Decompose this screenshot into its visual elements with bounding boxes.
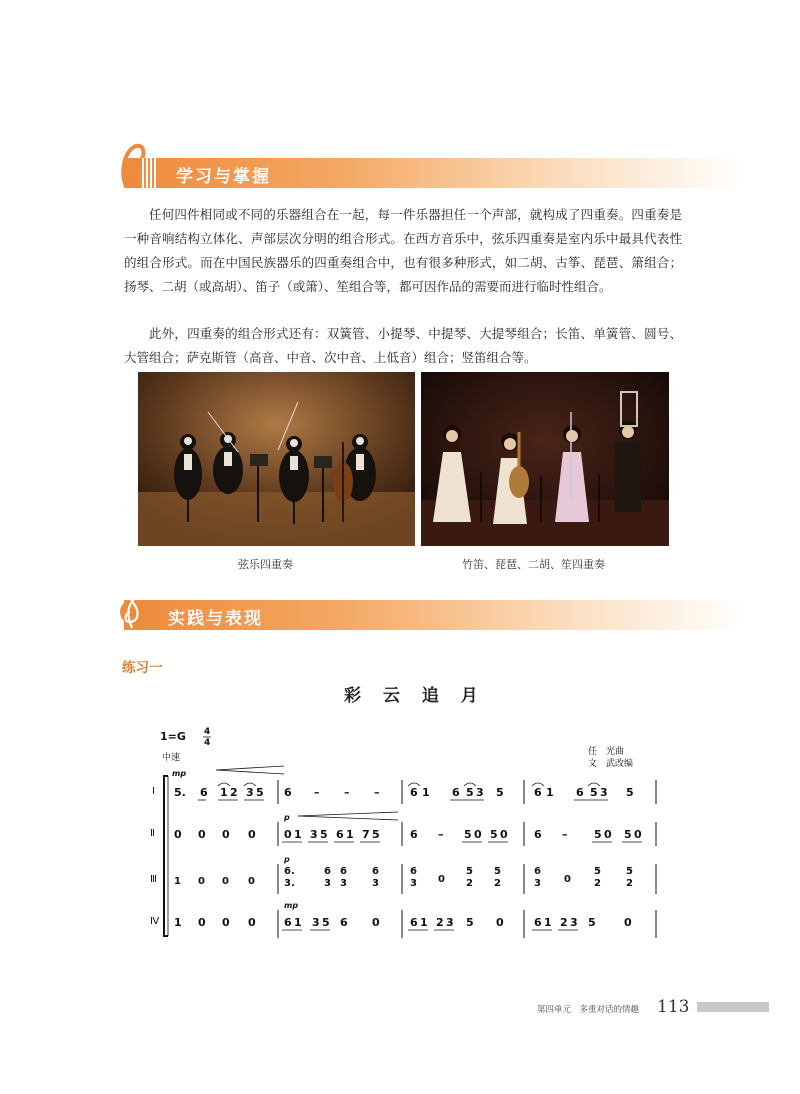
tempo-mark: 中速 xyxy=(162,753,181,763)
svg-text:5: 5 xyxy=(594,866,601,877)
svg-text:6: 6 xyxy=(340,916,348,929)
svg-text:2: 2 xyxy=(594,878,601,889)
body-paragraph-1 xyxy=(124,203,682,299)
svg-text:5: 5 xyxy=(320,828,328,841)
svg-text:6: 6 xyxy=(410,916,418,929)
section-banner-practice xyxy=(124,600,744,630)
svg-text:0: 0 xyxy=(248,876,255,887)
svg-text:0: 0 xyxy=(198,876,205,887)
body-paragraph-2 xyxy=(124,322,682,370)
part-label-1: Ⅰ xyxy=(152,786,155,797)
svg-text:6: 6 xyxy=(534,786,542,799)
svg-text:3: 3 xyxy=(570,916,578,929)
svg-text:3: 3 xyxy=(340,878,347,889)
svg-text:0: 0 xyxy=(174,828,182,841)
svg-text:0: 0 xyxy=(474,828,482,841)
svg-text:0: 0 xyxy=(198,916,206,929)
svg-text:5: 5 xyxy=(590,786,598,799)
svg-text:5: 5 xyxy=(496,786,504,799)
svg-text:5: 5 xyxy=(466,866,473,877)
song-title: 彩 云 追 月 xyxy=(344,686,486,706)
bass-clef-decoration-icon xyxy=(118,140,162,190)
svg-text:1: 1 xyxy=(174,916,182,929)
svg-text:1: 1 xyxy=(174,876,181,887)
svg-text:0: 0 xyxy=(604,828,612,841)
section-title: 实践与表现 xyxy=(168,609,263,629)
arranger-credit: 文 武改编 xyxy=(588,759,634,769)
svg-text:0: 0 xyxy=(248,916,256,929)
svg-text:–: – xyxy=(438,828,444,841)
svg-text:1: 1 xyxy=(220,786,228,799)
svg-text:6: 6 xyxy=(340,866,347,877)
svg-text:6: 6 xyxy=(284,786,292,799)
footer-bar xyxy=(697,1002,769,1012)
svg-text:0: 0 xyxy=(564,874,571,885)
svg-text:5.: 5. xyxy=(174,786,186,799)
svg-text:1: 1 xyxy=(544,916,552,929)
svg-text:3: 3 xyxy=(310,828,318,841)
svg-text:–: – xyxy=(314,786,320,799)
svg-text:5: 5 xyxy=(594,828,602,841)
svg-text:0: 0 xyxy=(248,828,256,841)
svg-text:0: 0 xyxy=(198,828,206,841)
svg-text:3: 3 xyxy=(476,786,484,799)
part-label-4: Ⅳ xyxy=(150,916,160,927)
svg-text:6: 6 xyxy=(452,786,460,799)
svg-text:3: 3 xyxy=(246,786,254,799)
svg-text:2: 2 xyxy=(494,878,501,889)
svg-text:1: 1 xyxy=(546,786,554,799)
section-banner-study xyxy=(124,158,744,188)
svg-text:1: 1 xyxy=(422,786,430,799)
svg-text:5: 5 xyxy=(372,828,380,841)
svg-text:2: 2 xyxy=(436,916,444,929)
svg-text:7: 7 xyxy=(362,828,370,841)
svg-text:5: 5 xyxy=(256,786,264,799)
key-signature: 1=G xyxy=(160,730,186,743)
svg-text:3: 3 xyxy=(534,878,541,889)
part-label-2: Ⅱ xyxy=(150,828,155,839)
chinese-quartet-photo xyxy=(421,372,669,546)
svg-text:6: 6 xyxy=(534,828,542,841)
svg-text:0: 0 xyxy=(438,874,445,885)
svg-text:1: 1 xyxy=(420,916,428,929)
svg-text:3: 3 xyxy=(312,916,320,929)
svg-text:0: 0 xyxy=(496,916,504,929)
svg-text:3: 3 xyxy=(324,878,331,889)
paragraph-text: 任何四件相同或不同的乐器组合在一起，每一件乐器担任一个声部，就构成了四重奏。四重奏是一种音响结构立体化、声部层次分明的组合形式。在西方音乐中，弦乐四重奏是室内乐中最具代表性的组合形式。而在中国民族器乐的四重奏组合中，也有很多种形式，如二胡、古筝、琵琶、箫组合；扬琴、二胡（或高胡）、笛子（或箫）、笙组合等，都可因作品的需要而进行临时性组合。 xyxy=(124,207,682,294)
svg-text:2: 2 xyxy=(626,878,633,889)
section-title: 学习与掌握 xyxy=(176,167,271,187)
svg-text:0: 0 xyxy=(500,828,508,841)
svg-text:1: 1 xyxy=(346,828,354,841)
svg-text:3: 3 xyxy=(600,786,608,799)
svg-text:1: 1 xyxy=(294,916,302,929)
dynamic-part-3: p xyxy=(284,855,290,864)
svg-text:6: 6 xyxy=(200,786,208,799)
svg-text:0: 0 xyxy=(222,876,229,887)
svg-text:6: 6 xyxy=(576,786,584,799)
svg-text:6: 6 xyxy=(284,916,292,929)
svg-text:6: 6 xyxy=(336,828,344,841)
svg-text:5: 5 xyxy=(466,786,474,799)
svg-text:6: 6 xyxy=(410,866,417,877)
svg-text:5: 5 xyxy=(588,916,596,929)
svg-text:2: 2 xyxy=(466,878,473,889)
time-signature-bottom: 4 xyxy=(204,738,211,748)
svg-text:5: 5 xyxy=(464,828,472,841)
part-label-3: Ⅲ xyxy=(150,874,157,885)
svg-text:3: 3 xyxy=(372,878,379,889)
dynamic-part-1: mp xyxy=(172,769,187,778)
svg-text:5: 5 xyxy=(490,828,498,841)
treble-clef-decoration-icon xyxy=(118,582,162,632)
composer-credit: 任 光曲 xyxy=(588,747,625,757)
numbered-music-score xyxy=(148,724,668,964)
svg-text:6: 6 xyxy=(534,916,542,929)
svg-text:6.: 6. xyxy=(284,866,295,877)
svg-text:5: 5 xyxy=(494,866,501,877)
svg-text:6: 6 xyxy=(410,828,418,841)
svg-text:6: 6 xyxy=(410,786,418,799)
footer-unit-title: 第四单元 多重对话的情趣 xyxy=(537,1005,640,1015)
svg-text:0: 0 xyxy=(624,916,632,929)
svg-text:5: 5 xyxy=(626,866,633,877)
dynamic-part-2: p xyxy=(284,813,290,822)
svg-text:2: 2 xyxy=(230,786,238,799)
svg-text:5: 5 xyxy=(626,786,634,799)
exercise-label: 练习一 xyxy=(122,660,163,676)
time-signature-top: 4 xyxy=(204,727,211,737)
svg-text:3: 3 xyxy=(410,878,417,889)
svg-text:3.: 3. xyxy=(284,878,295,889)
svg-text:5: 5 xyxy=(466,916,474,929)
svg-text:0: 0 xyxy=(284,828,292,841)
svg-text:–: – xyxy=(562,828,568,841)
svg-text:5: 5 xyxy=(624,828,632,841)
svg-text:–: – xyxy=(344,786,350,799)
svg-text:5: 5 xyxy=(322,916,330,929)
svg-text:0: 0 xyxy=(372,916,380,929)
svg-text:3: 3 xyxy=(446,916,454,929)
dynamic-part-4: mp xyxy=(284,901,299,910)
svg-text:6: 6 xyxy=(534,866,541,877)
svg-text:1: 1 xyxy=(294,828,302,841)
page-number: 113 xyxy=(657,997,690,1017)
svg-text:0: 0 xyxy=(634,828,642,841)
photo-caption-string-quartet: 弦乐四重奏 xyxy=(238,558,293,571)
svg-text:–: – xyxy=(374,786,380,799)
string-quartet-photo xyxy=(138,372,415,546)
photo-caption-chinese-quartet: 竹笛、琵琶、二胡、笙四重奏 xyxy=(462,558,605,571)
paragraph-text: 此外，四重奏的组合形式还有：双簧管、小提琴、中提琴、大提琴组合；长笛、单簧管、圆号、大管组合；萨克斯管（高音、中音、次中音、上低音）组合；竖笛组合等。 xyxy=(124,326,682,365)
svg-text:6: 6 xyxy=(324,866,331,877)
svg-text:0: 0 xyxy=(222,828,230,841)
svg-text:0: 0 xyxy=(222,916,230,929)
svg-text:2: 2 xyxy=(560,916,568,929)
svg-text:6: 6 xyxy=(372,866,379,877)
